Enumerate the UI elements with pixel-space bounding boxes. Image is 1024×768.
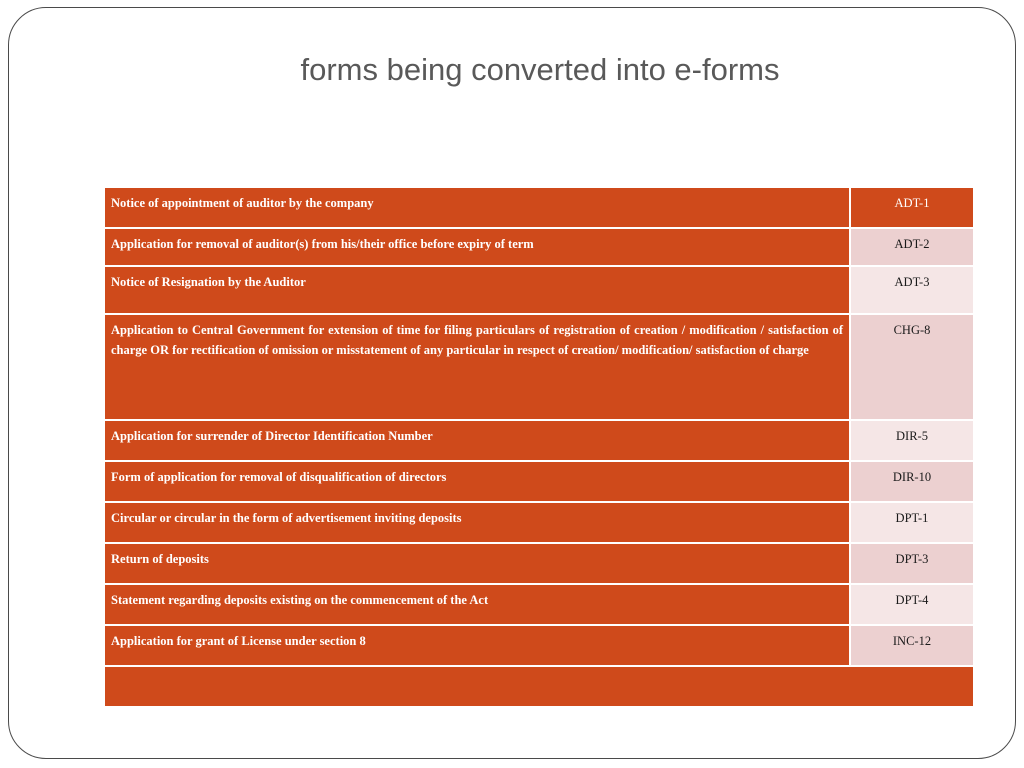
- form-code: DPT-1: [850, 502, 974, 543]
- table-row: [104, 584, 974, 625]
- table-footer-cell: [104, 666, 974, 707]
- slide-title: forms being converted into e-forms: [300, 52, 780, 87]
- table-footer-row: [104, 666, 974, 707]
- table-row: [104, 625, 974, 666]
- form-code: CHG-8: [850, 314, 974, 420]
- table-row: [104, 502, 974, 543]
- form-description: Return of deposits: [104, 543, 850, 584]
- form-description: Application to Central Government for extension of time for filing particulars of registration of creation / modification / satisfaction of charge OR for rectification of omission or misstatement of any particular in respect of creation/ modification/ satisfaction of charge: [104, 314, 850, 420]
- table-row: [104, 187, 974, 228]
- form-description: Notice of appointment of auditor by the company: [104, 187, 850, 228]
- form-description: Application for grant of License under section 8: [104, 625, 850, 666]
- table-row: [104, 543, 974, 584]
- forms-table-container: [103, 186, 973, 708]
- form-code: DPT-4: [850, 584, 974, 625]
- form-description: Application for removal of auditor(s) from his/their office before expiry of term: [104, 228, 850, 266]
- form-code: INC-12: [850, 625, 974, 666]
- form-description: Circular or circular in the form of advertisement inviting deposits: [104, 502, 850, 543]
- table-row: [104, 461, 974, 502]
- table-row: [104, 266, 974, 314]
- form-code: DIR-5: [850, 420, 974, 461]
- form-code: DPT-3: [850, 543, 974, 584]
- table-row: [104, 420, 974, 461]
- table-row: [104, 314, 974, 420]
- form-code: ADT-1: [850, 187, 974, 228]
- table-row: [104, 228, 974, 266]
- form-code: DIR-10: [850, 461, 974, 502]
- form-code: ADT-3: [850, 266, 974, 314]
- form-description: Notice of Resignation by the Auditor: [104, 266, 850, 314]
- form-description: Statement regarding deposits existing on the commencement of the Act: [104, 584, 850, 625]
- forms-table: [103, 186, 975, 708]
- form-code: ADT-2: [850, 228, 974, 266]
- form-description: Application for surrender of Director Identification Number: [104, 420, 850, 461]
- form-description: Form of application for removal of disqualification of directors: [104, 461, 850, 502]
